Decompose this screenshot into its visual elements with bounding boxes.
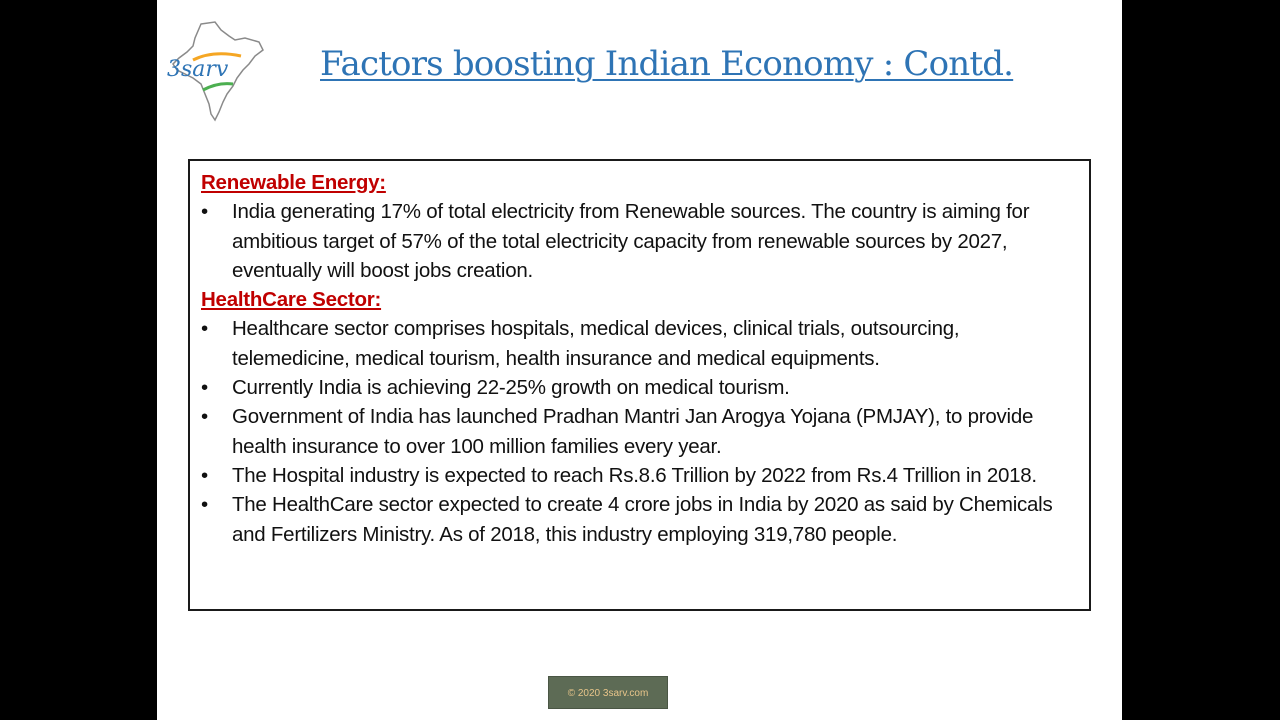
bullet-icon: • — [201, 405, 208, 429]
bullet-icon: • — [201, 200, 208, 224]
bullet-text: Government of India has launched Pradhan Mantri Jan Arogya Yojana (PMJAY), to provide health insurance to over 100 million families every year. — [232, 405, 1034, 458]
bullet-icon: • — [201, 463, 208, 487]
bullet-item — [201, 314, 1079, 373]
bullet-text: India generating 17% of total electricity from Renewable sources. The country is aiming for ambitious target of 57% of the total electricity capacity from renewable sources by 2027, eventually will boost jobs creation. — [232, 200, 1030, 282]
copyright-badge: © 2020 3sarv.com — [548, 676, 668, 709]
logo-text: 3sarv — [167, 57, 229, 82]
section-heading: HealthCare Sector: — [201, 288, 382, 312]
content-box — [188, 159, 1091, 611]
bullet-icon: • — [201, 376, 208, 400]
bullet-item — [201, 461, 1079, 490]
bullet-text: The HealthCare sector expected to create 4 crore jobs in India by 2020 as said by Chemicals and Fertilizers Ministry. As of 2018, this industry employing 319,780 people. — [232, 493, 1053, 546]
bullet-list — [201, 314, 1079, 548]
bullet-icon: • — [201, 493, 208, 517]
bullet-text: Healthcare sector comprises hospitals, medical devices, clinical trials, outsourcing, telemedicine, medical tourism, health insurance and medical equipments. — [232, 317, 960, 370]
slide — [157, 0, 1122, 720]
bullet-item — [201, 402, 1079, 461]
bullet-text: Currently India is achieving 22-25% growth on medical tourism. — [232, 376, 790, 400]
3sarv-logo — [163, 20, 267, 126]
bullet-item — [201, 373, 1079, 402]
bullet-list — [201, 197, 1079, 285]
bullet-icon: • — [201, 317, 208, 341]
slide-title: Factors boosting Indian Economy : Contd. — [320, 44, 1014, 84]
india-map-icon — [163, 20, 267, 126]
bullet-item — [201, 197, 1079, 285]
sections-container — [201, 168, 1079, 549]
section-heading: Renewable Energy: — [201, 171, 386, 194]
bullet-text: The Hospital industry is expected to reach Rs.8.6 Trillion by 2022 from Rs.4 Trillion in 2018. — [232, 463, 1037, 487]
bullet-item — [201, 490, 1079, 549]
